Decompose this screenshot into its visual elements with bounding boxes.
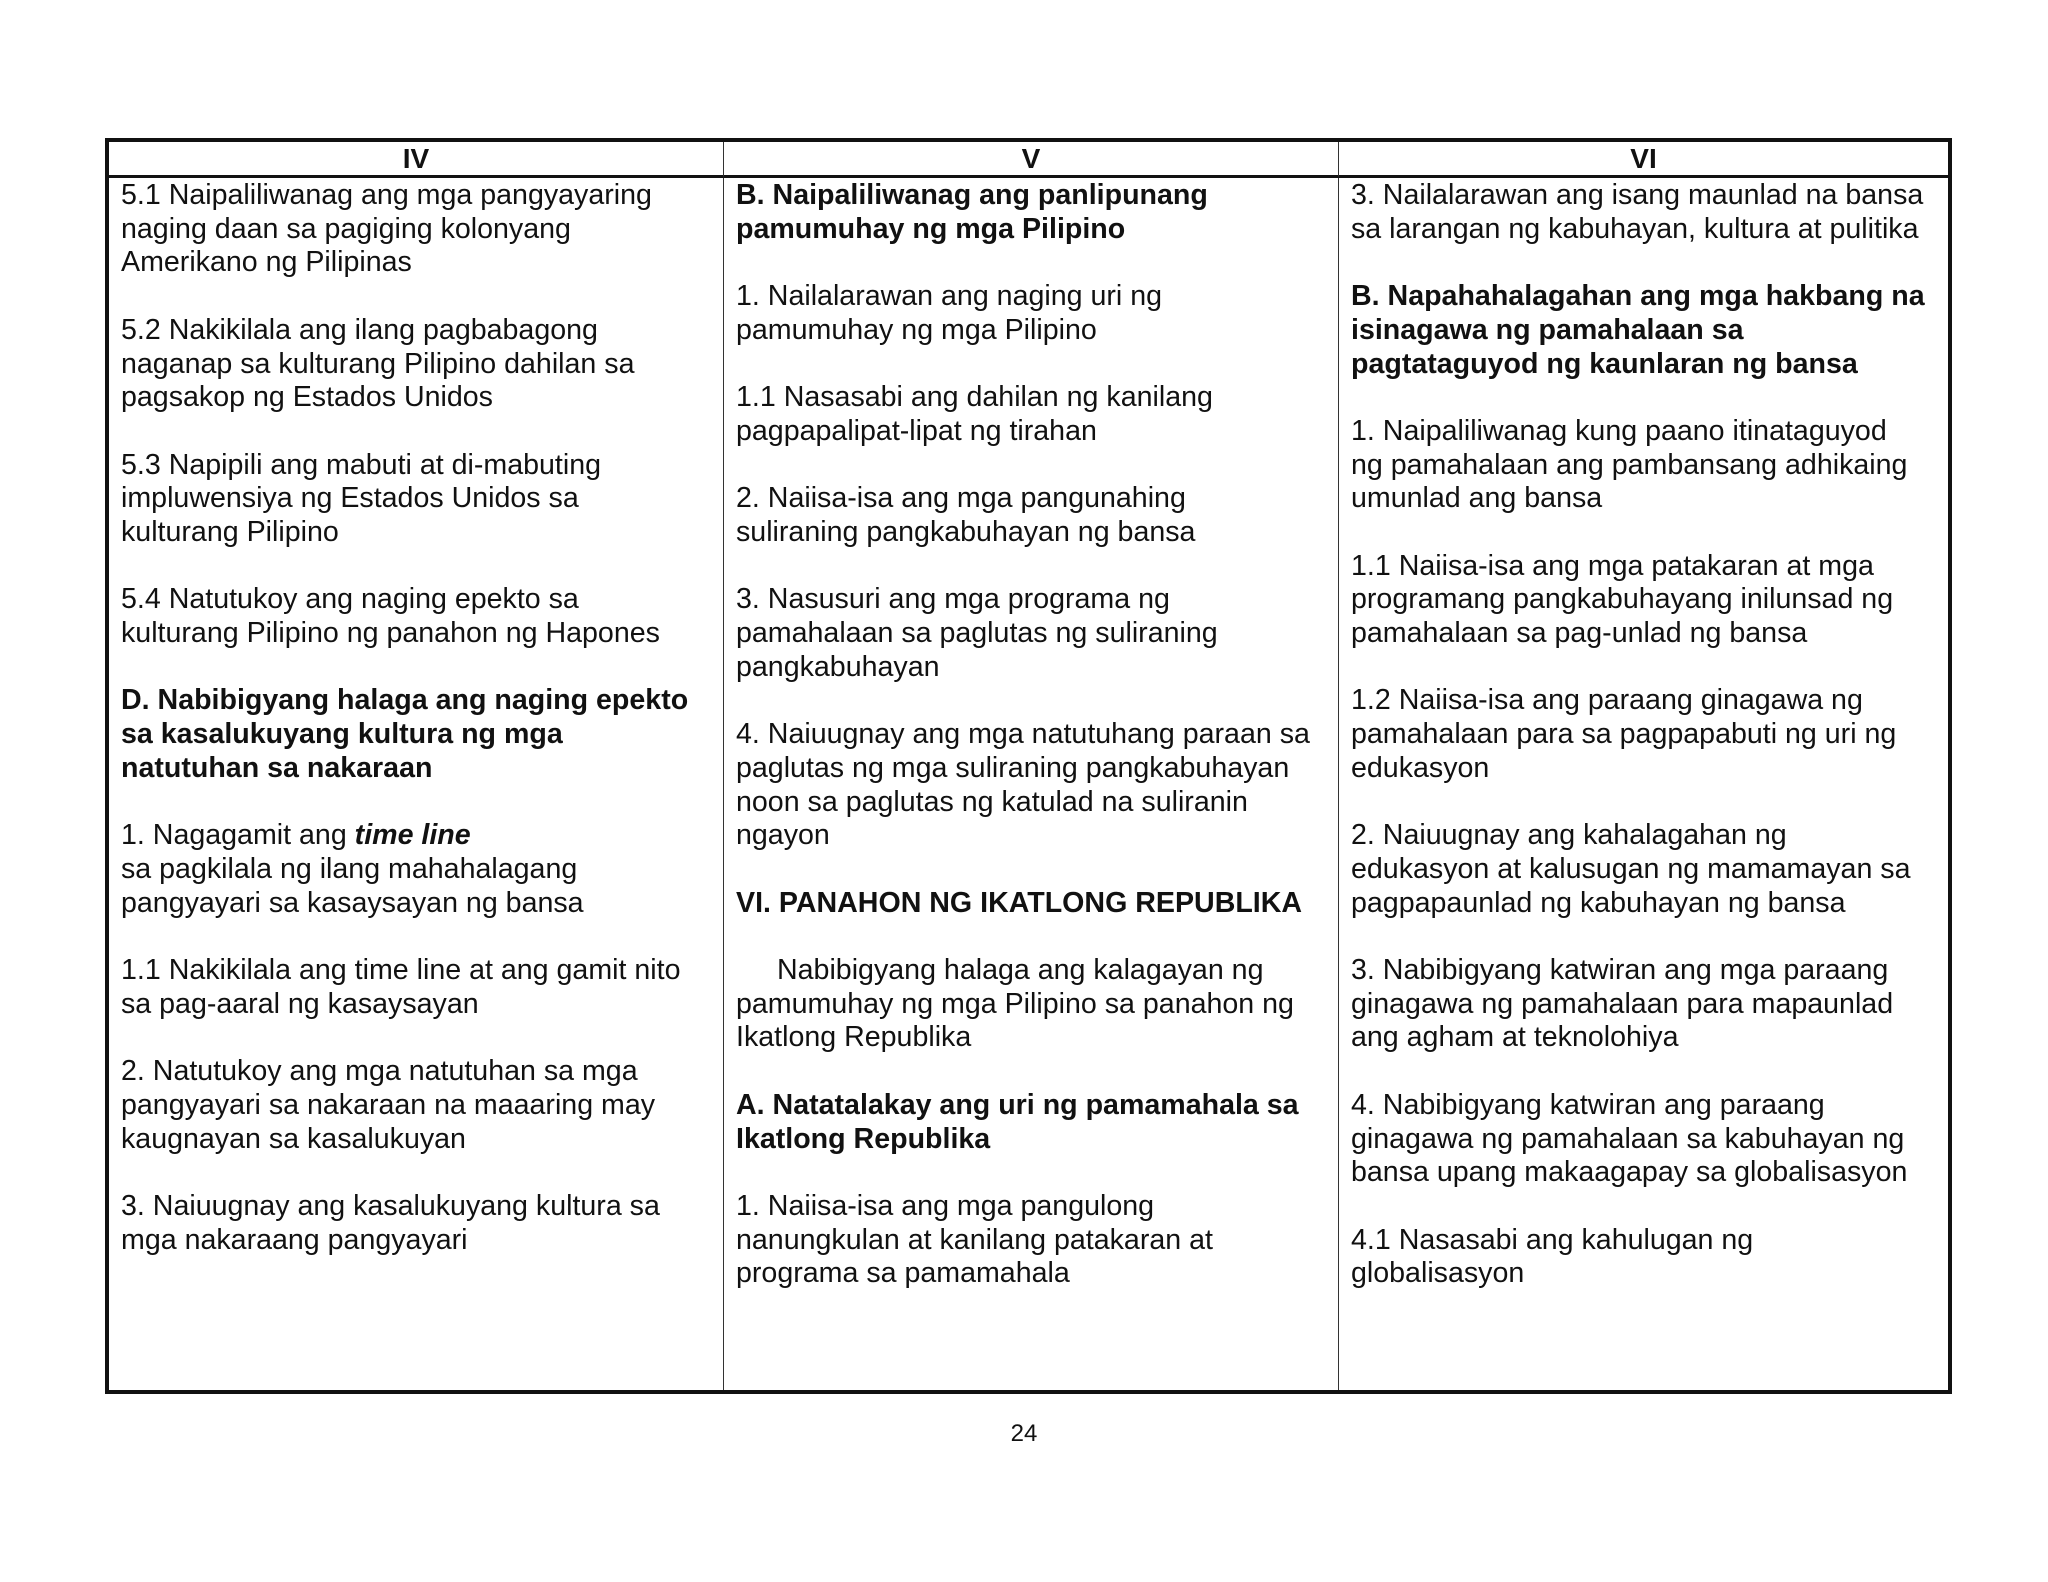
objective-5-2: 5.2 Nakikilala ang ilang pagbabagong naganap sa kulturang Pilipino dahilan sa pagsakop ng Estados Unidos [121, 313, 635, 414]
objective-3: 3. Naiuugnay ang kasalukuyang kultura sa mga nakaraang pangyayari [121, 1189, 660, 1256]
objective-2: 2. Naiisa-isa ang mga pangunahing suliraning pangkabuhayan ng bansa [736, 482, 1196, 548]
objective-5-1: 5.1 Naipaliliwanag ang mga pangyayaring naging daan sa pagiging kolonyang Amerikano ng Pilipinas [121, 179, 652, 279]
objective-5-4: 5.4 Natutukoy ang naging epekto sa kulturang Pilipino ng panahon ng Hapones [121, 583, 660, 650]
column-iv-content [109, 178, 724, 1390]
objective-1: 1. Nailalarawan ang naging uri ng pamumuhay ng mga Pilipino [736, 280, 1163, 346]
objective-1-lead: 1. Nagagamit ang [121, 819, 355, 852]
section-a-heading: A. Natatalakay ang uri ng pamamahala sa Ikatlong Republika [736, 1088, 1299, 1155]
objective-1-rest: sa pagkilala ng ilang mahahalagang pangyayari sa kasaysayan ng bansa [121, 852, 584, 919]
objective-3: 3. Nailalarawan ang isang maunlad na bansa sa larangan ng kabuhayan, kultura at pulitika [1351, 179, 1924, 245]
objective-1-presidents: 1. Naiisa-isa ang mga pangulong nanungkulan at kanilang patakaran at programa sa pamamahala [736, 1189, 1213, 1290]
objective-4-1: 4.1 Nasasabi ang kahulugan ng globalisasyon [1351, 1223, 1754, 1290]
page-number: 24 [1010, 1420, 1038, 1447]
section-b-heading: B. Napahahalagahan ang mga hakbang na isinagawa ng pamahalaan sa pagtataguyod ng kaunlaran ng bansa [1351, 280, 1925, 380]
objective-4: 4. Nabibigyang katwiran ang paraang ginagawa ng pamahalaan sa kabuhayan ng bansa upang makaagapay sa globalisasyon [1351, 1088, 1908, 1189]
unit-vi-heading: VI. PANAHON NG IKATLONG REPUBLIKA [736, 886, 1303, 919]
objective-1: 1. Naipaliliwanag kung paano itinataguyod ng pamahalaan ang pambansang adhikaing umunlad ang bansa [1351, 414, 1908, 515]
objective-5-3: 5.3 Napipili ang mabuti at di-mabuting impluwensiya ng Estados Unidos sa kulturang Pilipino [121, 448, 602, 548]
objective-1-1: 1.1 Nakikilala ang time line at ang gamit nito sa pag-aaral ng kasaysayan [121, 954, 681, 1020]
column-header-iv: IV [109, 142, 724, 178]
column-v-content [724, 178, 1339, 1390]
objective-2: 2. Natutukoy ang mga natutuhan sa mga pangyayari sa nakaraan na maaaring may kaugnayan sa kasalukuyan [121, 1055, 656, 1155]
section-d-heading: D. Nabibigyang halaga ang naging epekto sa kasalukuyang kultura ng mga natutuhan sa nakaraan [121, 684, 689, 784]
objective-1-1: 1.1 Nasasabi ang dahilan ng kanilang pagpapalipat-lipat ng tirahan [736, 381, 1213, 447]
objective-2: 2. Naiuugnay ang kahalagahan ng edukasyon at kalusugan ng mamamayan sa pagpapaunlad ng kabuhayan ng bansa [1351, 819, 1911, 919]
column-header-vi: VI [1339, 142, 1948, 178]
objective-3-science: 3. Nabibigyang katwiran ang mga paraang ginagawa ng pamahalaan para mapaunlad ang agham at teknolohiya [1351, 954, 1894, 1054]
objective-3: 3. Nasusuri ang mga programa ng pamahalaan sa paglutas ng suliraning pangkabuhayan [736, 583, 1218, 683]
objective-1-2: 1.2 Naiisa-isa ang paraang ginagawa ng pamahalaan para sa pagpapabuti ng uri ng edukasyon [1351, 684, 1897, 784]
column-header-v: V [724, 142, 1339, 178]
objective-4: 4. Naiuugnay ang mga natutuhang paraan sa paglutas ng mga suliraning pangkabuhayan noon sa paglutas ng katulad na suliranin ngayon [736, 718, 1310, 852]
unit-vi-intro: Nabibigyang halaga ang kalagayan ng pamumuhay ng mga Pilipino sa panahon ng Ikatlong Republika [736, 954, 1294, 1054]
time-line-emphasis: time line [354, 819, 471, 852]
objective-1-time-line [121, 819, 713, 920]
curriculum-table [105, 138, 1952, 1394]
objective-1-1: 1.1 Naiisa-isa ang mga patakaran at mga programang pangkabuhayang inilunsad ng pamahalaan sa pag-unlad ng bansa [1351, 549, 1894, 650]
column-vi-content [1339, 178, 1948, 1390]
section-b-heading: B. Naipaliliwanag ang panlipunang pamumuhay ng mga Pilipino [736, 179, 1208, 245]
